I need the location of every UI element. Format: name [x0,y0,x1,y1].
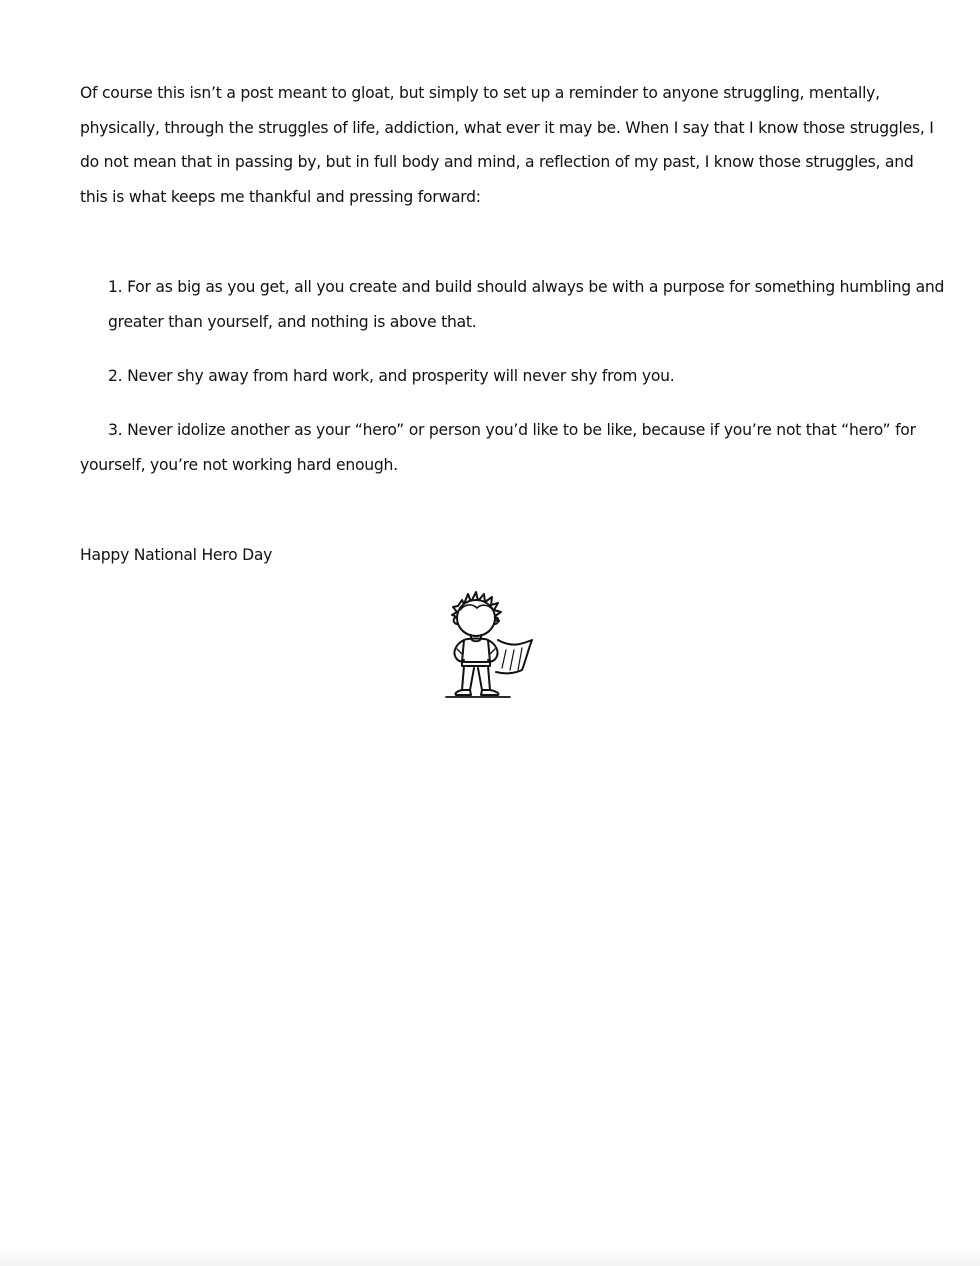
list-item: 1. For as big as you get, all you create and build should always be with a purpose for something humbling and greater than yourself, and nothing is above that. [108,278,945,331]
superhero-kid-illustration [440,588,540,702]
list-item: 3. Never idolize another as your “hero” or person you’d like to be like, because if you’re not that “hero” for yourself, you’re not working hard enough. [80,421,916,474]
closing-line: Happy National Hero Day [80,546,273,564]
intro-paragraph: Of course this isn’t a post meant to gloat, but simply to set up a reminder to anyone struggling, mentally, physically, through the struggles of life, addiction, what ever it may be. When I say that I know those struggles, I do not mean that in passing by, but in full body and mind, a reflection of my past, I know those struggles, and this is what keeps me thankful and pressing forward: [80,84,934,206]
list-item: 2. Never shy away from hard work, and prosperity will never shy from you. [108,367,675,385]
